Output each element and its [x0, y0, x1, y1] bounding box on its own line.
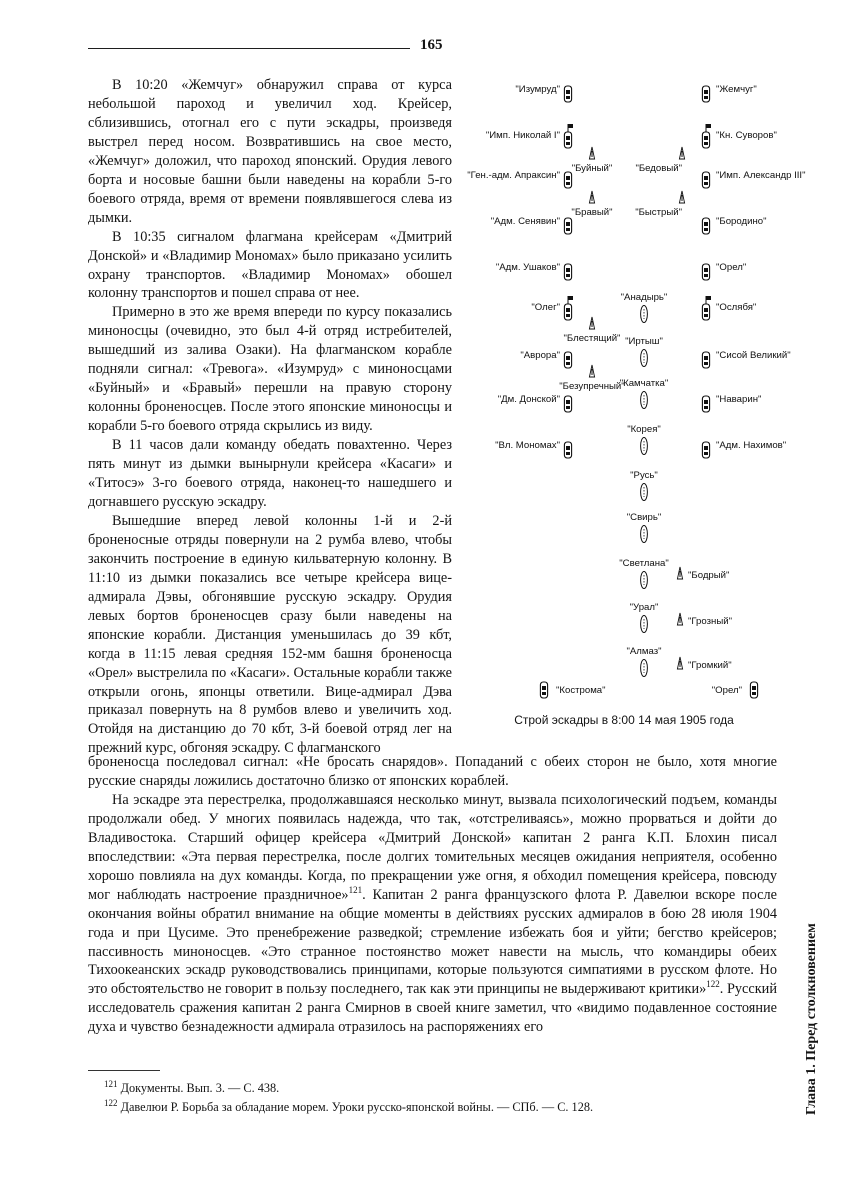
- rear-destroyer-2: [677, 657, 682, 669]
- right-column-ship-6: [702, 352, 709, 368]
- right-column-ship-3: [702, 218, 709, 234]
- paragraph-destroyers-alarm: Примерно в это же время впереди по курсу показались миноносцы (очевидно, это был 4-й отряд истребителей, вышедший из залива Озаки). На флагманском корабле подняли сигнал: «Тревога». «Изумруд» с миноносцами «Буйный» и «Бравый» перешли на правую сторону колонны броненосцев. После этого японские миноносцы и корабли 5-го боевого отряда скрылись из виду.: [88, 304, 452, 435]
- chapter-side-label: [796, 905, 826, 1115]
- left-destroyer-label: "Бравый": [571, 207, 613, 218]
- right-ship-label: "Ослябя": [716, 302, 757, 313]
- squadron-formation-figure: [467, 74, 806, 708]
- right-ship-label: "Наварин": [716, 394, 762, 405]
- transport-5: [641, 526, 648, 543]
- paragraph-firefight: Вышедшие вперед левой колонны 1-й и 2-й броненосные отряды повернули на 2 румба влево, чтобы закончить построение в единую кильватерную колонну. В 11:10 из дымки показались все четыре крейсера вице-адмирала Дэвы, обгонявшие русскую эскадру. Орудия левых бортов броненосцев сразу были наведены на японские корабли. Дистанция уменьшилась до 39 кбт, когда в 11:15 левая средняя 152-мм башня броненосца «Орел» выстрелила по «Касаги». Остальные корабли также открыли огонь, японцы ответили. Вице-адмирал Дэва приказал повернуть на 8 румбов влево и увеличить ход. Отойдя на дистанцию до 70 кбт, 3-й боевой отряд лег на прежний курс, обгоняя эскадру. С флагманского: [88, 512, 452, 757]
- right-ship-label: "Имп. Александр III": [716, 170, 806, 181]
- transport-label: "Светлана": [619, 558, 669, 569]
- left-column-ship-8: [564, 442, 571, 458]
- footnote-ref-122[interactable]: 122: [706, 979, 720, 990]
- left-destroyer-label: "Блестящий": [563, 333, 621, 344]
- full-width-text: [88, 753, 777, 1037]
- left-ship-label: "Изумруд": [515, 84, 560, 95]
- right-destroyer-0: [679, 147, 684, 159]
- left-destroyer-label: "Буйный": [571, 163, 613, 174]
- right-column-ship-1: [702, 124, 711, 148]
- right-destroyer-label: "Бедовый": [635, 163, 682, 174]
- transport-1: [641, 350, 648, 367]
- left-destroyer-2: [589, 317, 594, 329]
- left-ship-label: "Ген.-адм. Апраксин": [467, 170, 560, 181]
- right-ship-label: "Адм. Нахимов": [716, 440, 787, 451]
- paragraph-psychology-text: На эскадре эта перестрелка, продолжавшаяся несколько минут, вызвала психологический подъем, команды продолжали обед. У многих появилась надежда, что так, «отстреливаясь», можно прорваться и дойти до Владивостока. Старший офицер крейсера «Дмитрий Донской» капитан 2 ранга К.П. Блохин писал впоследствии: «Эта первая перестрелка, после долгих томительных месяцев ожидания неприятеля, особенно хорошо повлияла на дух команды. Когда, по прекращении уже огня, я обходил помещения крейсера, повсюду мог наблюдать настроение праздничное»: [88, 791, 777, 903]
- left-column-ship-4: [564, 264, 571, 280]
- right-column-ship-2: [702, 172, 709, 188]
- right-ship-label: "Жемчуг": [716, 84, 757, 95]
- transport-label: "Корея": [627, 424, 661, 435]
- left-column-text: [88, 76, 452, 758]
- right-destroyer-1: [679, 191, 684, 203]
- left-ship-label: "Олег": [531, 302, 560, 313]
- left-column-ship-2: [564, 172, 571, 188]
- footnote-rule: [88, 1070, 160, 1071]
- transport-7: [641, 616, 648, 633]
- left-destroyer-0: [589, 147, 594, 159]
- tail-ship-0: [540, 682, 547, 698]
- paragraph-continuation: броненосца последовал сигнал: «Не бросать снарядов». Попаданий с обеих сторон не было, хотя многие русские снаряды ложились достаточно близко от японских кораблей.: [88, 754, 777, 789]
- footnote-number: 122: [104, 1097, 118, 1108]
- left-destroyer-1: [589, 191, 594, 203]
- footnote-text: Давелюи Р. Борьба за обладание морем. Уроки русско-японской войны. — СПб. — С. 128.: [120, 1100, 594, 1114]
- left-ship-label: "Адм. Ушаков": [495, 262, 560, 273]
- paragraph-psychology: [88, 791, 777, 1037]
- footnote-number: 121: [104, 1078, 118, 1089]
- page-number: 165: [420, 37, 443, 53]
- formation-diagram: [467, 74, 806, 708]
- paragraph-transports-guard: В 10:35 сигналом флагмана крейсерам «Дмитрий Донской» и «Владимир Мономах» было приказано усилить охрану транспортов. «Владимир Мономах» обошел колонну транспортов и пошел справа от нее.: [88, 228, 452, 302]
- transport-0: [641, 306, 648, 323]
- left-column-ship-7: [564, 396, 571, 412]
- left-destroyer-3: [589, 365, 594, 377]
- transport-label: "Алмаз": [626, 646, 662, 657]
- left-ship-label: "Адм. Сенявин": [490, 216, 560, 227]
- transport-8: [641, 660, 648, 677]
- paragraph-lunch: В 11 часов дали команду обедать повахтенно. Через пять минут из дымки вынырнули крейсера «Касаги» и «Титосэ» 3-го боевого отряда, наконец-то нашедшего и догнавшего русскую эскадру.: [88, 437, 452, 510]
- transport-label: "Свирь": [626, 512, 662, 523]
- figure-caption: Строй эскадры в 8:00 14 мая 1905 года: [514, 713, 734, 727]
- footnote-ref-121[interactable]: 121: [348, 884, 363, 895]
- transport-label: "Анадырь": [620, 292, 668, 303]
- rear-destroyer-1: [677, 613, 682, 625]
- left-ship-label: "Имп. Николай I": [485, 130, 560, 141]
- transport-2: [641, 392, 648, 409]
- left-ship-label: "Аврора": [520, 350, 560, 361]
- right-ship-label: "Кн. Суворов": [716, 130, 777, 141]
- right-ship-label: "Орел": [716, 262, 747, 273]
- header-rule: [88, 48, 410, 49]
- transport-label: "Иртыш": [625, 336, 663, 347]
- transport-6: [641, 572, 648, 589]
- right-column-ship-8: [702, 442, 709, 458]
- tail-ship-label: "Орел": [711, 685, 742, 696]
- footnote-text: Документы. Вып. 3. — С. 438.: [120, 1081, 280, 1095]
- left-ship-label: "Вл. Мономах": [495, 440, 560, 451]
- transport-label: "Камчатка": [619, 378, 669, 389]
- right-ship-label: "Бородино": [716, 216, 767, 227]
- right-ship-label: "Сисой Великий": [716, 350, 791, 361]
- rear-destroyer-label: "Бодрый": [688, 570, 730, 581]
- left-ship-label: "Дм. Донской": [497, 394, 560, 405]
- rear-destroyer-label: "Грозный": [688, 616, 732, 627]
- right-destroyer-label: "Быстрый": [635, 207, 682, 218]
- chapter-title: Глава 1. Перед столкновением: [804, 923, 819, 1115]
- left-column-ship-3: [564, 218, 571, 234]
- left-column-ship-0: [564, 86, 571, 102]
- right-column-ship-0: [702, 86, 709, 102]
- tail-ship-1: [750, 682, 757, 698]
- rear-destroyer-label: "Громкий": [688, 660, 732, 671]
- footnote-121: [104, 1079, 784, 1098]
- transport-label: "Урал": [629, 602, 659, 613]
- footnote-122: [104, 1098, 784, 1117]
- rear-destroyer-0: [677, 567, 682, 579]
- left-column-ship-1: [564, 124, 573, 148]
- transport-4: [641, 484, 648, 501]
- right-column-ship-7: [702, 396, 709, 412]
- footnotes: [104, 1079, 784, 1117]
- left-column-ship-6: [564, 352, 571, 368]
- paragraph-psychology-tail2: . Русский исследователь сражения капитан 2 ранга Смирнов в своей книге заметил, что «видимо подавленное состояние духа и чувство безнадежности адмирала отразилось на распоряжениях его: [88, 981, 777, 1036]
- tail-ship-label: "Кострома": [556, 685, 606, 696]
- right-column-ship-4: [702, 264, 709, 280]
- paragraph-psychology-tail: . Капитан 2 ранга французского флота Р. Давелюи вскоре после окончания войны обратил внимание на общие моменты в действиях русских адмиралов в бою 28 июля 1904 года и при Цусиме. Это пренебрежение разведкой; стремление избежать боя и уйти; бегство крейсеров; пассивность миноносцев. «Это странное постоянство может навести на мысль, что командиры обеих Тихоокеанских эскадр руководствовались принципами, которые пользуются симпатиями в русском флоте. Но это обстоятельство не говорит в пользу последнего, так как эти принципы не выдерживают критики»: [88, 886, 778, 998]
- transport-label: "Русь": [630, 470, 658, 481]
- right-column-ship-5: [702, 296, 711, 320]
- left-column-ship-5: [564, 296, 573, 320]
- left-destroyer-label: "Безупречный": [559, 381, 625, 392]
- paragraph-zhemchug: В 10:20 «Жемчуг» обнаружил справа от курса небольшой пароход и увеличил ход. Крейсер, сблизившись, отогнал его с пути эскадры, произведя выстрел перед носом. Возвратившись на свое место, «Жемчуг» доложил, что пароход японский. Орудия левого борта и носовые башни были наведены на корабли 5-го боевого отряда, время от времени появлявшегося слева из дымки.: [88, 77, 452, 226]
- transport-3: [641, 438, 648, 455]
